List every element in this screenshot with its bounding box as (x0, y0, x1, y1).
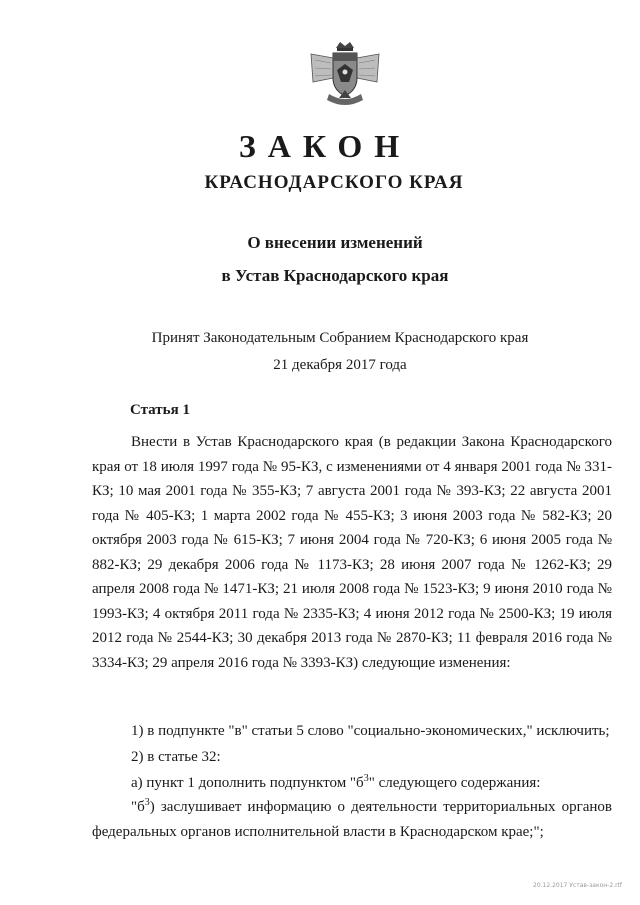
adoption-date: 21 декабря 2017 года (273, 357, 407, 373)
quote-superscript: 3 (144, 797, 150, 808)
quoted-subitem (92, 795, 612, 844)
item-2a-superscript: 3 (363, 773, 369, 784)
adoption-statement: Принят Законодательным Собранием Краснодарского края (151, 330, 529, 346)
item-2a-text-after: " следующего содержания: (368, 775, 541, 791)
law-heading-line-2: в Устав Краснодарского края (221, 266, 449, 285)
item-1: 1) в подпункте "в" статьи 5 слово "социально-экономических," исключить; (131, 723, 610, 739)
document-subtitle: КРАСНОДАРСКОГО КРАЯ (204, 172, 464, 193)
footer-file-code: 20.12.2017 Устав-закон-2.rtf (533, 882, 622, 889)
quote-text-before: "б (131, 799, 145, 815)
article-title: Статья 1 (130, 402, 190, 418)
item-2a (131, 775, 540, 792)
law-heading-line-1: О внесении изменений (247, 233, 423, 252)
main-paragraph: Внести в Устав Краснодарского края (в редакции Закона Краснодарского края от 18 июля 1997 года № 95-КЗ, с изменениями от 4 января 2001 года № 331-КЗ; 10 мая 2001 года № 355-КЗ; 7 августа 2001 года № 393-КЗ; 22 августа 2001 года № 405-КЗ; 1 марта 2002 года № 455-КЗ; 3 июня 2003 года № 582-КЗ; 20 октября 2003 года № 615-КЗ; 7 июня 2004 года № 720-КЗ; 6 июня 2005 года № 882-КЗ; 29 декабря 2006 года № 1173-КЗ; 28 июня 2007 года № 1262-КЗ; 29 апреля 2008 года № 1471-КЗ; 21 июля 2008 года № 1523-КЗ; 9 июня 2010 года № 1993-КЗ; 4 октября 2011 года № 2335-КЗ; 4 июня 2012 года № 2500-КЗ; 19 июля 2012 года № 2544-КЗ; 30 декабря 2013 года № 2870-КЗ; 11 февраля 2016 года № 3334-КЗ; 29 апреля 2016 года № 3393-КЗ) следующие изменения: (92, 434, 612, 671)
item-2a-text-before: а) пункт 1 дополнить подпунктом "б (131, 775, 364, 791)
quote-text-after: ) заслушивает информацию о деятельности территориальных органов федеральных органов исполнительной власти в Краснодарском крае;"; (92, 799, 612, 840)
coat-of-arms-icon (305, 38, 385, 110)
document-title: ЗАКОН (238, 128, 412, 164)
item-2: 2) в статье 32: (131, 749, 221, 765)
